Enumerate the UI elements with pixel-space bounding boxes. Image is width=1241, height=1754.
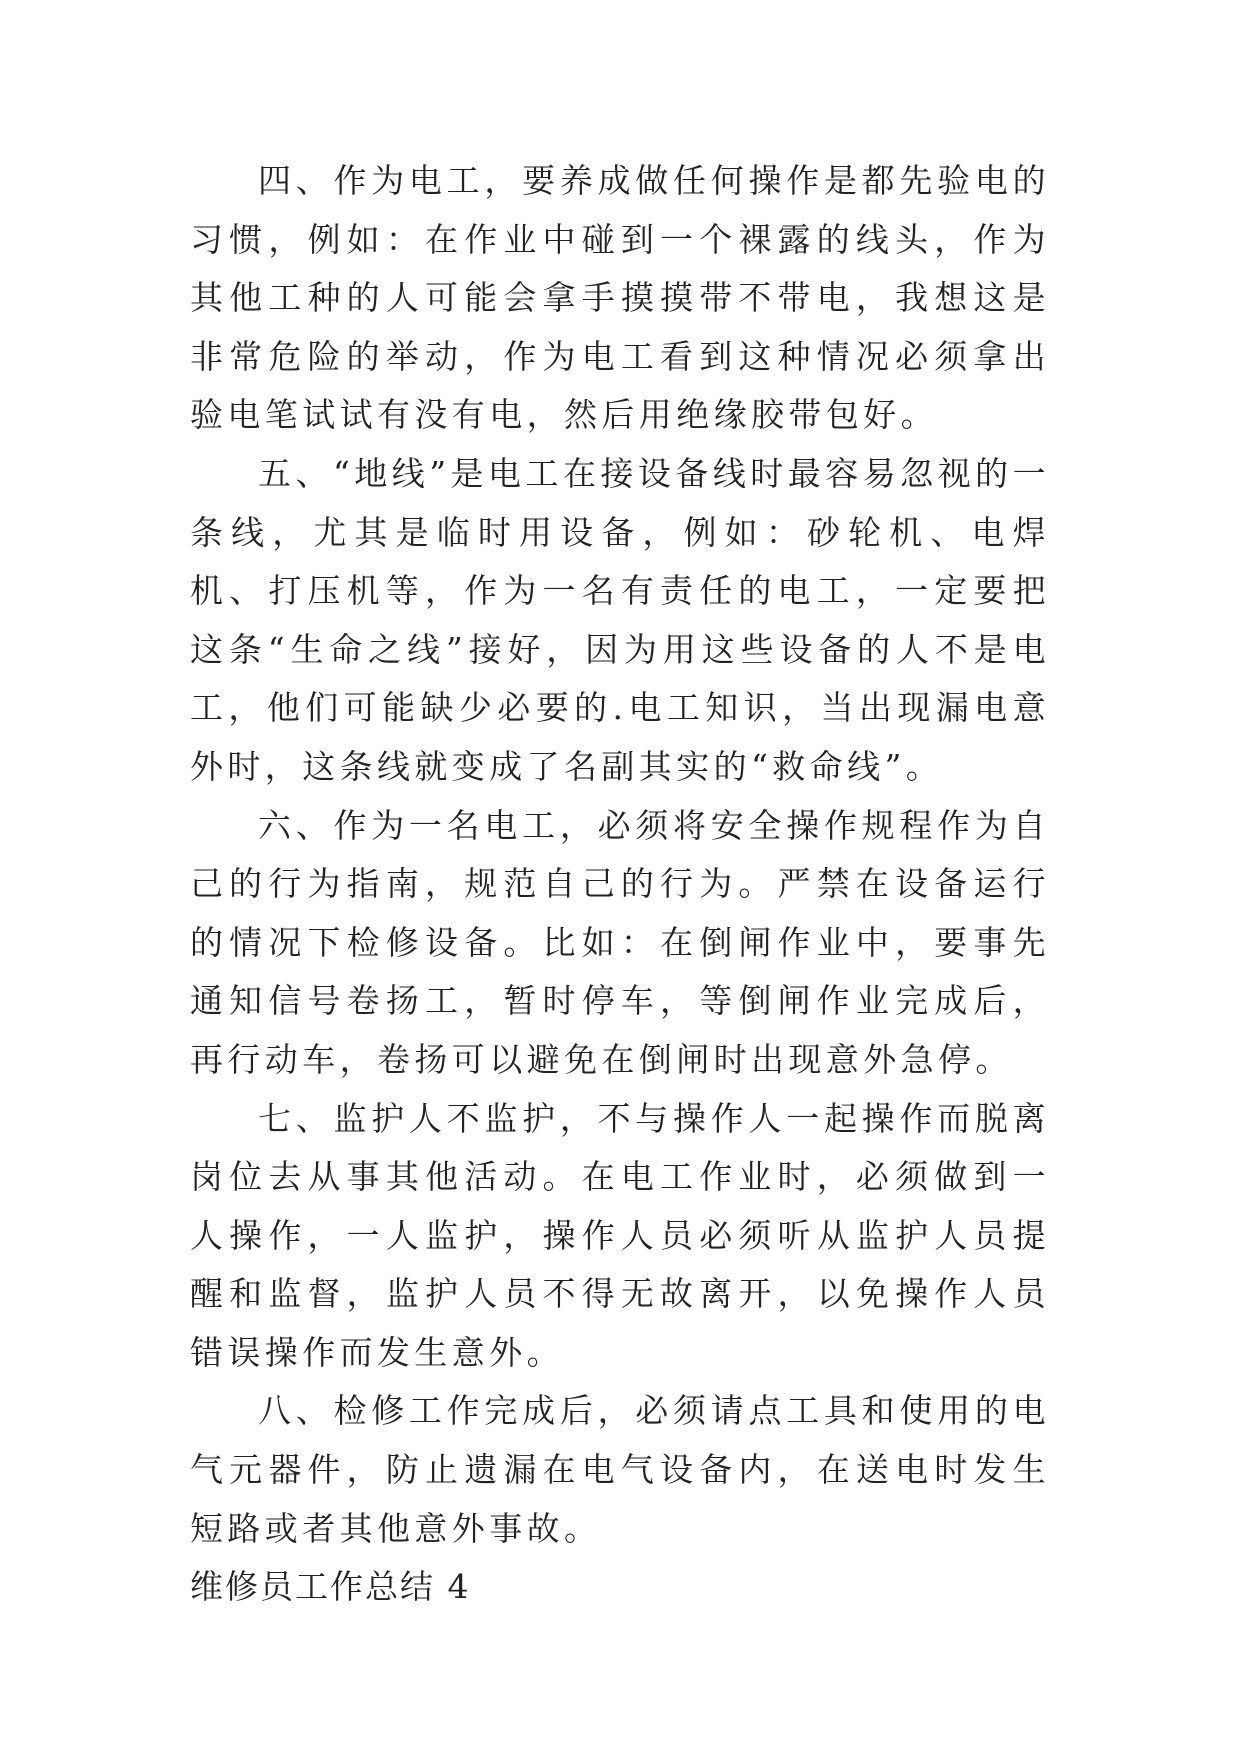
paragraph-five: 五、“地线”是电工在接设备线时最容易忽视的一条线，尤其是临时用设备，例如：砂轮机、电焊机、打压机等，作为一名有责任的电工，一定要把这条“生命之线”接好，因为用这些设备的人不是电工，他们可能缺少必要的.电工知识，当出现漏电意外时，这条线就变成了名副其实的“救命线”。 — [190, 453, 1050, 786]
document-body — [190, 152, 1050, 1617]
paragraph-seven: 七、监护人不监护，不与操作人一起操作而脱离岗位去从事其他活动。在电工作业时，必须做到一人操作，一人监护，操作人员必须听从监护人员提醒和监督，监护人员不得无故离开，以免操作人员错误操作而发生意外。 — [190, 1098, 1050, 1372]
paragraph-four: 四、作为电工，要养成做任何操作是都先验电的习惯，例如：在作业中碰到一个裸露的线头，作为其他工种的人可能会拿手摸摸带不带电，我想这是非常危险的举动，作为电工看到这种情况必须拿出验电笔试试有没有电，然后用绝缘胶带包好。 — [190, 161, 1050, 435]
paragraph-eight: 八、检修工作完成后，必须请点工具和使用的电气元器件，防止遗漏在电气设备内，在送电时发生短路或者其他意外事故。 — [190, 1391, 1050, 1548]
section-heading: 维修员工作总结 4 — [190, 1567, 471, 1607]
paragraph-six: 六、作为一名电工，必须将安全操作规程作为自己的行为指南，规范自己的行为。严禁在设备运行的情况下检修设备。比如：在倒闸作业中，要事先通知信号卷扬工，暂时停车，等倒闸作业完成后，再行动车，卷扬可以避免在倒闸时出现意外急停。 — [190, 805, 1050, 1079]
